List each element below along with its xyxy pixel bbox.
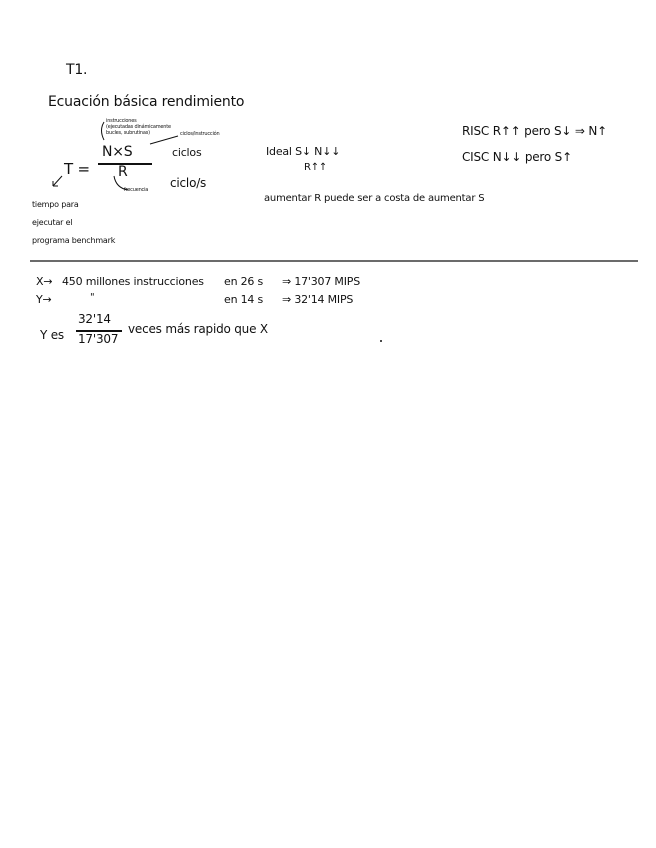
page-divider bbox=[30, 260, 638, 262]
x-time: en 26 s bbox=[224, 275, 264, 288]
aumentar-note: aumentar R puede ser a costa de aumentar S bbox=[264, 193, 485, 204]
formula-lhs: T = bbox=[64, 160, 90, 178]
arrow-ciclos-instruccion bbox=[150, 136, 178, 144]
ratio-numerator: 32'14 bbox=[78, 312, 111, 326]
ideal-line-1: Ideal S↓ N↓↓ bbox=[266, 145, 341, 158]
arrow-tiempo bbox=[53, 176, 62, 186]
formula-numerator-unit: ciclos bbox=[172, 146, 202, 159]
risc-note: RISC R↑↑ pero S↓ ⇒ N↑ bbox=[462, 124, 607, 138]
y-label: Y→ bbox=[36, 293, 52, 306]
ratio-denominator: 17'307 bbox=[78, 332, 119, 346]
x-instructions: 450 millones instrucciones bbox=[62, 275, 204, 288]
note-frecuencia: frecuencia bbox=[124, 187, 149, 193]
y-ditto: " bbox=[90, 292, 95, 303]
y-result: ⇒ 32'14 MIPS bbox=[282, 293, 354, 306]
x-label: X→ bbox=[36, 275, 53, 288]
formula-denominator: R bbox=[118, 164, 128, 180]
stray-dot bbox=[380, 340, 382, 342]
note-tiempo: tiempo para ejecutar el programa benchmark bbox=[32, 200, 116, 245]
ideal-line-2: R↑↑ bbox=[304, 162, 328, 173]
formula-denominator-unit: ciclo/s bbox=[170, 176, 207, 190]
formula-numerator: N×S bbox=[102, 144, 133, 160]
note-instrucciones: instrucciones (ejecutadas dinámicamente bucles, subrutinas) bbox=[106, 118, 171, 136]
section-title: T1. bbox=[66, 62, 88, 78]
brace-stroke bbox=[102, 122, 105, 140]
cisc-note: CISC N↓↓ pero S↑ bbox=[462, 150, 572, 164]
conclusion-suffix: veces más rapido que X bbox=[128, 322, 268, 336]
conclusion-prefix: Y es bbox=[40, 328, 64, 342]
y-time: en 14 s bbox=[224, 293, 264, 306]
heading-text: Ecuación básica rendimiento bbox=[48, 94, 245, 110]
x-result: ⇒ 17'307 MIPS bbox=[282, 275, 360, 288]
note-ciclos-instruccion: ciclos/instrucción bbox=[180, 131, 220, 137]
